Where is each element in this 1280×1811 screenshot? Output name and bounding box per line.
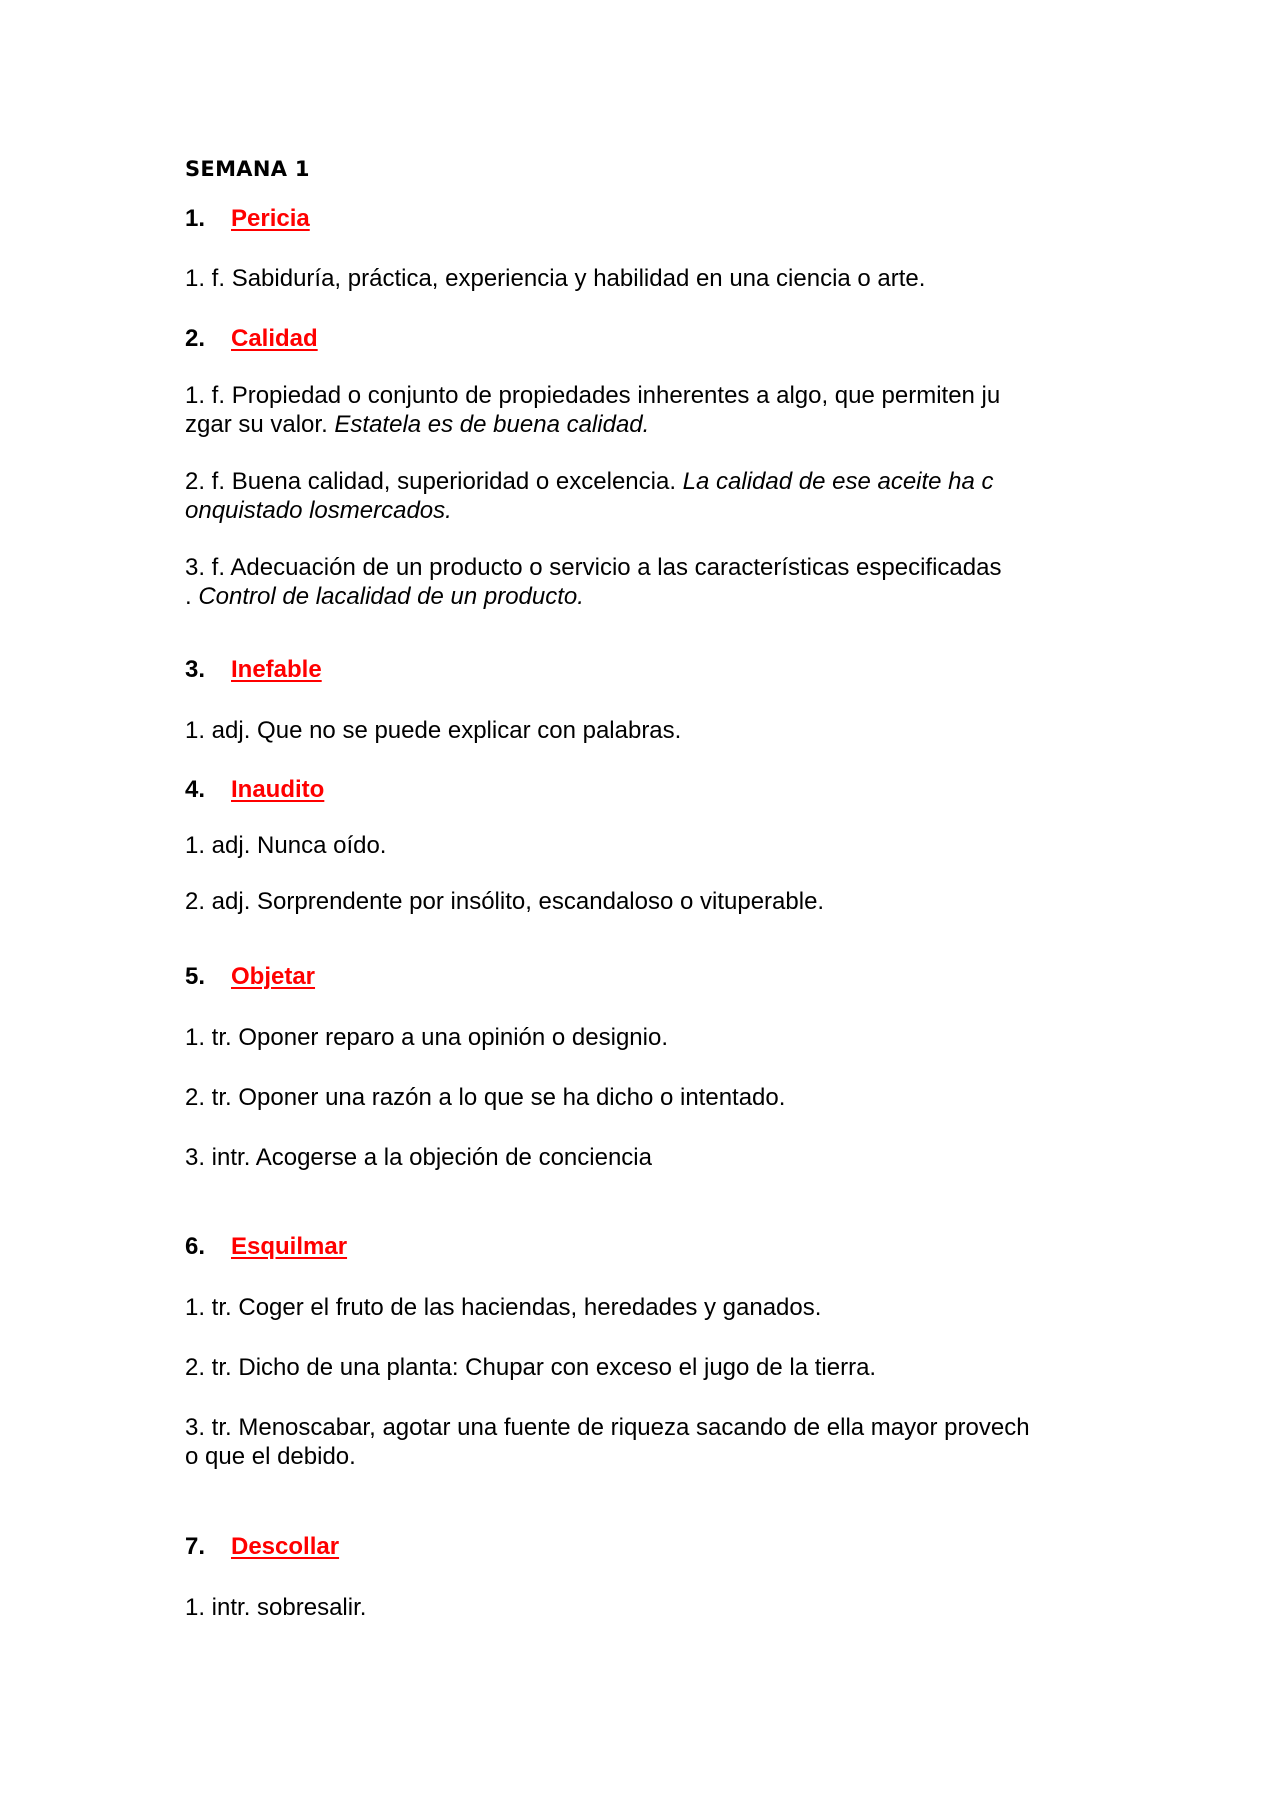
- entry-heading-inaudito: [185, 776, 324, 804]
- definition-example: Control de lacalidad de un producto.: [198, 583, 584, 610]
- entry-term: Pericia: [231, 205, 310, 232]
- entry-number: 4.: [185, 776, 206, 803]
- definition-example: La calidad de ese aceite ha c: [682, 468, 994, 495]
- entry-heading-esquilmar: [185, 1233, 347, 1261]
- definition: [185, 264, 1105, 293]
- definition-text: 2. tr. Oponer una razón a lo que se ha dicho o intentado.: [185, 1084, 786, 1111]
- definition-text: 1. tr. Coger el fruto de las haciendas, heredades y ganados.: [185, 1294, 822, 1321]
- definition-text: 1. f. Propiedad o conjunto de propiedades inherentes a algo, que permiten ju: [185, 382, 1001, 409]
- entry-heading-calidad: [185, 325, 318, 353]
- definition-text: 1. intr. sobresalir.: [185, 1594, 367, 1621]
- entry-term: Descollar: [231, 1533, 340, 1560]
- entry-number: 2.: [185, 325, 206, 352]
- entry-number: 7.: [185, 1533, 206, 1560]
- entry-number: 6.: [185, 1233, 206, 1260]
- entry-term: Esquilmar: [231, 1233, 348, 1260]
- entry-term: Calidad: [231, 325, 318, 352]
- entry-number: 1.: [185, 205, 206, 232]
- entry-heading-inefable: [185, 656, 322, 684]
- entry-term: Inaudito: [231, 776, 325, 803]
- definition-text: 2. f. Buena calidad, superioridad o excelencia.: [185, 468, 683, 495]
- definition-text: 2. adj. Sorprendente por insólito, escandaloso o vituperable.: [185, 888, 825, 915]
- definition: [185, 887, 1105, 916]
- definition: [185, 1023, 1105, 1052]
- definition-text: 1. f. Sabiduría, práctica, experiencia y habilidad en una ciencia o arte.: [185, 265, 926, 292]
- definition-text: o que el debido.: [185, 1443, 356, 1470]
- definition: [185, 381, 1105, 439]
- entry-number: 3.: [185, 656, 206, 683]
- definition: [185, 1593, 1105, 1622]
- definition-example: onquistado losmercados.: [185, 497, 452, 524]
- definition-text: 1. adj. Que no se puede explicar con palabras.: [185, 717, 682, 744]
- definition-text: 3. tr. Menoscabar, agotar una fuente de riqueza sacando de ella mayor provech: [185, 1414, 1030, 1441]
- definition-example: Estatela es de buena calidad.: [334, 411, 650, 438]
- definition-text: 3. intr. Acogerse a la objeción de conciencia: [185, 1144, 652, 1171]
- definition: [185, 1083, 1105, 1112]
- definition: [185, 1353, 1105, 1382]
- entry-term: Objetar: [231, 963, 316, 990]
- definition-text: 1. adj. Nunca oído.: [185, 832, 387, 859]
- definition: [185, 831, 1105, 860]
- entry-heading-pericia: [185, 205, 310, 233]
- definition: [185, 1293, 1105, 1322]
- definition: [185, 467, 1105, 525]
- definition-text: 2. tr. Dicho de una planta: Chupar con exceso el jugo de la tierra.: [185, 1354, 877, 1381]
- entry-heading-objetar: [185, 963, 315, 991]
- page-title: SEMANA 1: [185, 157, 310, 181]
- definition: [185, 1143, 1105, 1172]
- entry-number: 5.: [185, 963, 206, 990]
- definition-text: .: [185, 583, 199, 610]
- definition-text: zgar su valor.: [185, 411, 335, 438]
- entry-heading-descollar: [185, 1533, 339, 1561]
- definition: [185, 1413, 1105, 1471]
- definition: [185, 553, 1105, 611]
- entry-term: Inefable: [231, 656, 322, 683]
- definition-text: 3. f. Adecuación de un producto o servicio a las características especificadas: [185, 554, 1002, 581]
- definition-text: 1. tr. Oponer reparo a una opinión o designio.: [185, 1024, 668, 1051]
- definition: [185, 716, 1105, 745]
